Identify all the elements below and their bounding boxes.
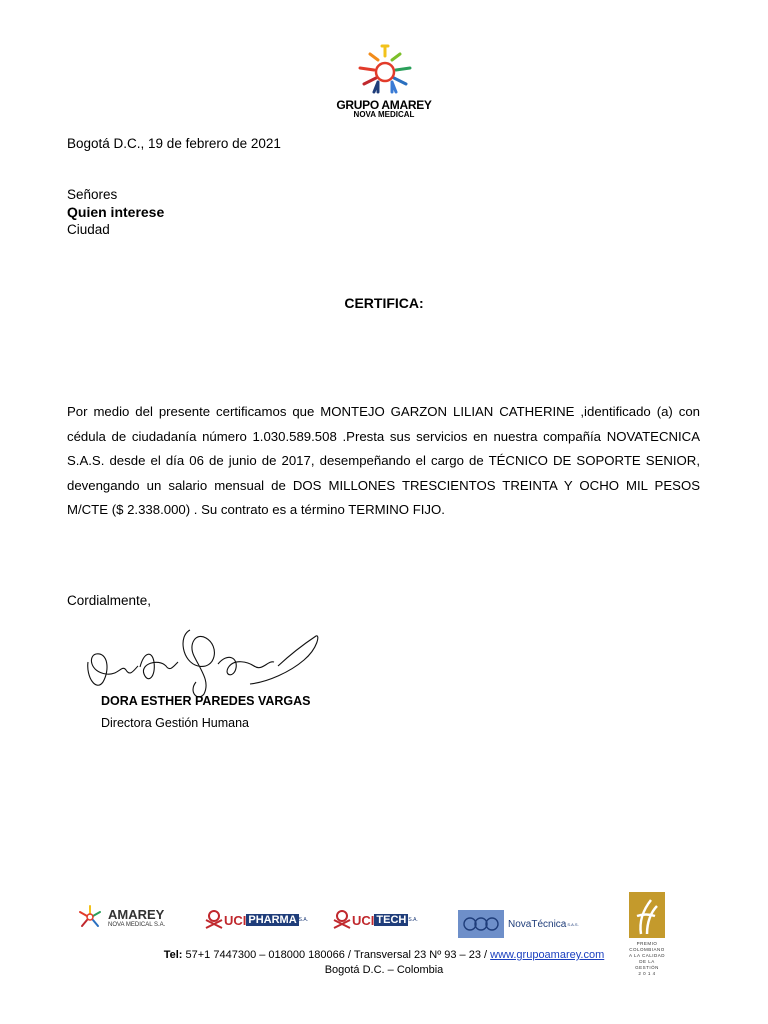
novatecnica-name: NovaTécnica xyxy=(508,918,567,930)
novatecnica-suffix: S.A.S. xyxy=(567,921,579,927)
novatecnica-logo xyxy=(458,910,579,938)
uci-tech-icon xyxy=(332,908,352,932)
novatecnica-icon xyxy=(458,910,504,938)
closing: Cordialmente, xyxy=(67,593,152,608)
award-line-5: 2 0 1 4 xyxy=(638,971,656,976)
brand-subtitle: NOVA MEDICAL xyxy=(353,110,415,119)
award-line-1: PREMIO xyxy=(636,941,658,946)
date-line: Bogotá D.C., 19 de febrero de 2021 xyxy=(67,136,281,151)
certificate-body: Por medio del presente certificamos que MONTEJO GARZON LILIAN CATHERINE ,identificado (a) con cédula de ciudadanía número 1.030.589.508 .Presta sus servicios en nuestra compañía NOVATECNICA S.A.S. desde el día 06 de junio de 2017, desempeñando el cargo de TÉCNICO DE SOPORTE SENIOR, devengando un salario mensual de DOS MILLONES TRESCIENTOS TREINTA Y OCHO MIL PESOS M/CTE ($ 2.338.000) . Su contrato es a término TERMINO FIJO. xyxy=(67,404,700,518)
award-line-4: DE LA GESTIÓN xyxy=(635,959,659,970)
website-link[interactable]: www.grupoamarey.com xyxy=(490,949,605,961)
amarey-footer-logo xyxy=(76,902,165,932)
tel-label: Tel: xyxy=(163,949,183,961)
certificate-heading: CERTIFICA: xyxy=(344,295,424,311)
uci-pharma-icon xyxy=(204,908,224,932)
amarey-footer-name: AMAREY xyxy=(108,906,165,922)
uci-tech-suffix: S.A. xyxy=(408,917,418,923)
contact-text: 57+1 7447300 – 018000 180066 / Transversal 23 Nº 93 – 23 / xyxy=(182,949,491,961)
award-line-2: COLOMBIANO xyxy=(629,947,665,952)
city: Ciudad xyxy=(67,222,110,237)
award-line-3: A LA CALIDAD xyxy=(628,953,665,958)
footer-logos xyxy=(72,898,592,944)
salutation: Señores xyxy=(67,187,118,202)
handwritten-signature xyxy=(78,622,323,702)
signer-name: DORA ESTHER PAREDES VARGAS xyxy=(101,694,311,708)
amarey-star-icon xyxy=(76,902,104,932)
uci-pharma-logo xyxy=(204,908,308,932)
uci-pharma-box: PHARMA xyxy=(248,914,297,926)
footer-city: Bogotá D.C. – Colombia xyxy=(324,964,444,976)
signer-title: Directora Gestión Humana xyxy=(101,716,249,730)
quality-award xyxy=(627,892,667,984)
uci-tech-prefix: UCI xyxy=(352,912,375,928)
uci-tech-logo xyxy=(332,908,418,932)
brand-name: GRUPO AMAREY xyxy=(336,98,432,112)
award-emblem-icon xyxy=(629,892,665,938)
uci-pharma-prefix: UCI xyxy=(224,912,247,928)
uci-pharma-suffix: S.A. xyxy=(298,917,309,923)
recipient: Quien interese xyxy=(67,204,165,220)
amarey-footer-sub: NOVA MEDICAL S.A. xyxy=(108,921,166,928)
uci-tech-box: TECH xyxy=(376,914,407,926)
